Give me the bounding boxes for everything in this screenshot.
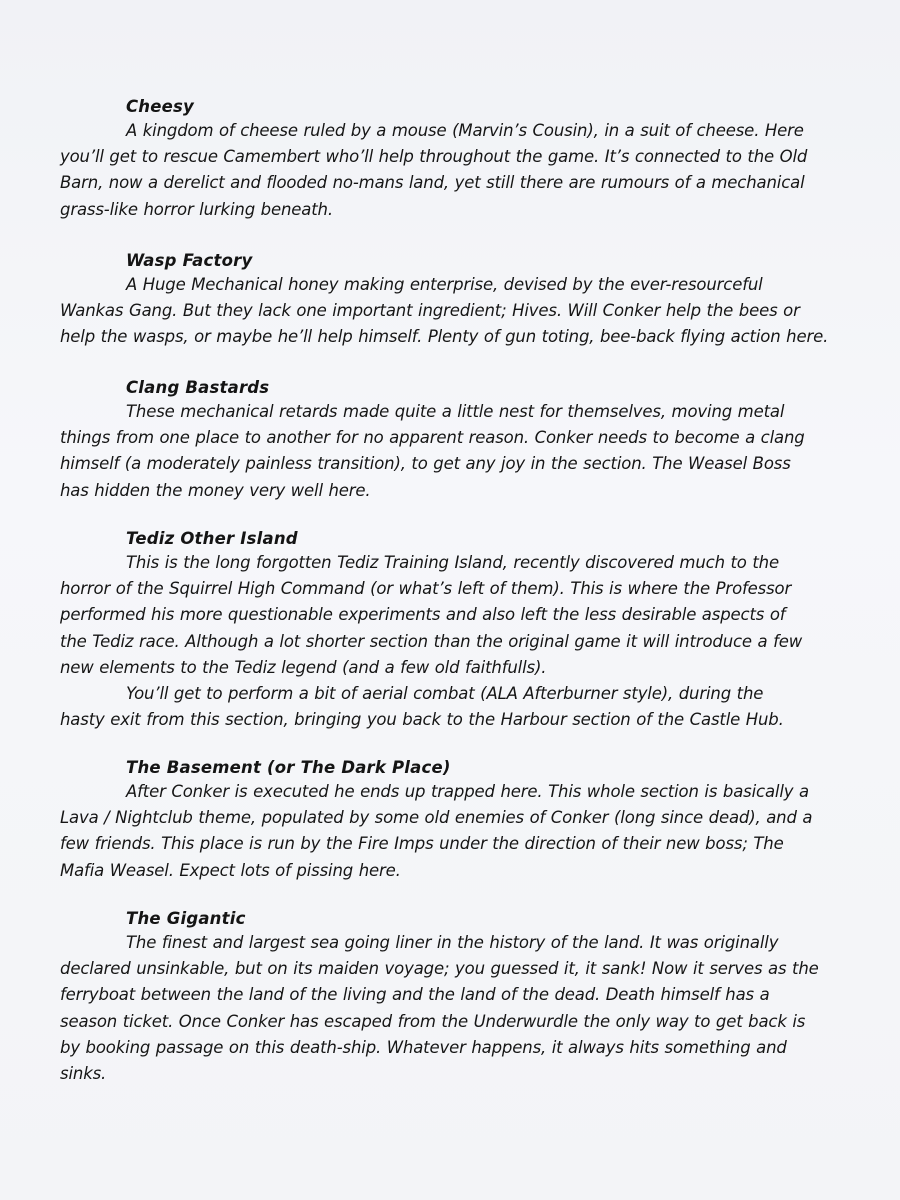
paragraph-line: These mechanical retards made quite a little nest for themselves, moving metal	[126, 402, 785, 421]
paragraph-line: Barn, now a derelict and flooded no-mans land, yet still there are rumours of a mechanical	[60, 173, 805, 193]
paragraph-line: A Huge Mechanical honey making enterprise, devised by the ever-resourceful	[126, 275, 763, 294]
section-tediz-other-island	[60, 528, 860, 733]
paragraph-line: This is the long forgotten Tediz Training Island, recently discovered much to the	[126, 553, 779, 572]
paragraph-line: Mafia Weasel. Expect lots of pissing here.	[60, 860, 401, 880]
section-heading: Cheesy	[126, 97, 195, 116]
paragraph-line: season ticket. Once Conker has escaped from the Underwurdle the only way to get back is	[60, 1011, 806, 1031]
paragraph-line: grass-like horror lurking beneath.	[60, 199, 333, 219]
paragraph-line: Wankas Gang. But they lack one important ingredient; Hives. Will Conker help the bees or	[60, 301, 800, 321]
paragraph-line: himself (a moderately painless transition), to get any joy in the section. The Weasel Boss	[60, 454, 791, 474]
paragraph-line: sinks.	[60, 1064, 107, 1084]
paragraph-line: Lava / Nightclub theme, populated by some old enemies of Conker (long since dead), and a	[60, 808, 813, 828]
paragraph-line: You’ll get to perform a bit of aerial combat (ALA Afterburner style), during the	[126, 684, 764, 704]
paragraph-line: The finest and largest sea going liner in the history of the land. It was originally	[126, 933, 779, 952]
paragraph-line: ferryboat between the land of the living and the land of the dead. Death himself has a	[60, 985, 770, 1005]
paragraph-line: A kingdom of cheese ruled by a mouse (Marvin’s Cousin), in a suit of cheese. Here	[126, 121, 804, 140]
paragraph-line: has hidden the money very well here.	[60, 480, 371, 500]
paragraph-line: few friends. This place is run by the Fire Imps under the direction of their new boss; The	[60, 834, 784, 854]
paragraph-line: new elements to the Tediz legend (and a few old faithfulls).	[60, 657, 547, 677]
section-paragraph	[60, 272, 860, 351]
section-heading: Wasp Factory	[126, 251, 253, 270]
section-paragraph	[60, 681, 860, 733]
section-heading: The Gigantic	[126, 909, 246, 928]
paragraph-line: the Tediz race. Although a lot shorter section than the original game it will introduce a few	[60, 631, 803, 651]
section-clang-bastards	[60, 377, 860, 504]
section-cheesy	[60, 96, 860, 223]
paragraph-line: performed his more questionable experiments and also left the less desirable aspects of	[60, 605, 786, 625]
paragraph-line: horror of the Squirrel High Command (or what’s left of them). This is where the Professor	[60, 579, 792, 599]
section-the-gigantic	[60, 908, 860, 1087]
paragraph-line: After Conker is executed he ends up trapped here. This whole section is basically a	[126, 782, 809, 801]
section-paragraph	[60, 779, 860, 884]
paragraph-line: you’ll get to rescue Camembert who’ll help throughout the game. It’s connected to the Old	[60, 147, 808, 167]
section-paragraph	[60, 930, 860, 1087]
section-the-basement	[60, 757, 860, 884]
paragraph-line: declared unsinkable, but on its maiden voyage; you guessed it, it sank! Now it serves as the	[60, 959, 819, 979]
section-wasp-factory	[60, 250, 860, 351]
section-paragraph	[60, 399, 860, 504]
paragraph-line: by booking passage on this death-ship. Whatever happens, it always hits something and	[60, 1037, 787, 1057]
section-heading: Tediz Other Island	[126, 529, 298, 548]
paragraph-line: hasty exit from this section, bringing you back to the Harbour section of the Castle Hub.	[60, 710, 784, 730]
paragraph-line: help the wasps, or maybe he’ll help himself. Plenty of gun toting, bee-back flying action here.	[60, 327, 829, 347]
section-paragraph	[60, 118, 860, 223]
paragraph-line: things from one place to another for no apparent reason. Conker needs to become a clang	[60, 428, 805, 448]
section-heading: The Basement (or The Dark Place)	[126, 758, 451, 777]
section-paragraph	[60, 550, 860, 681]
section-heading: Clang Bastards	[126, 378, 270, 397]
